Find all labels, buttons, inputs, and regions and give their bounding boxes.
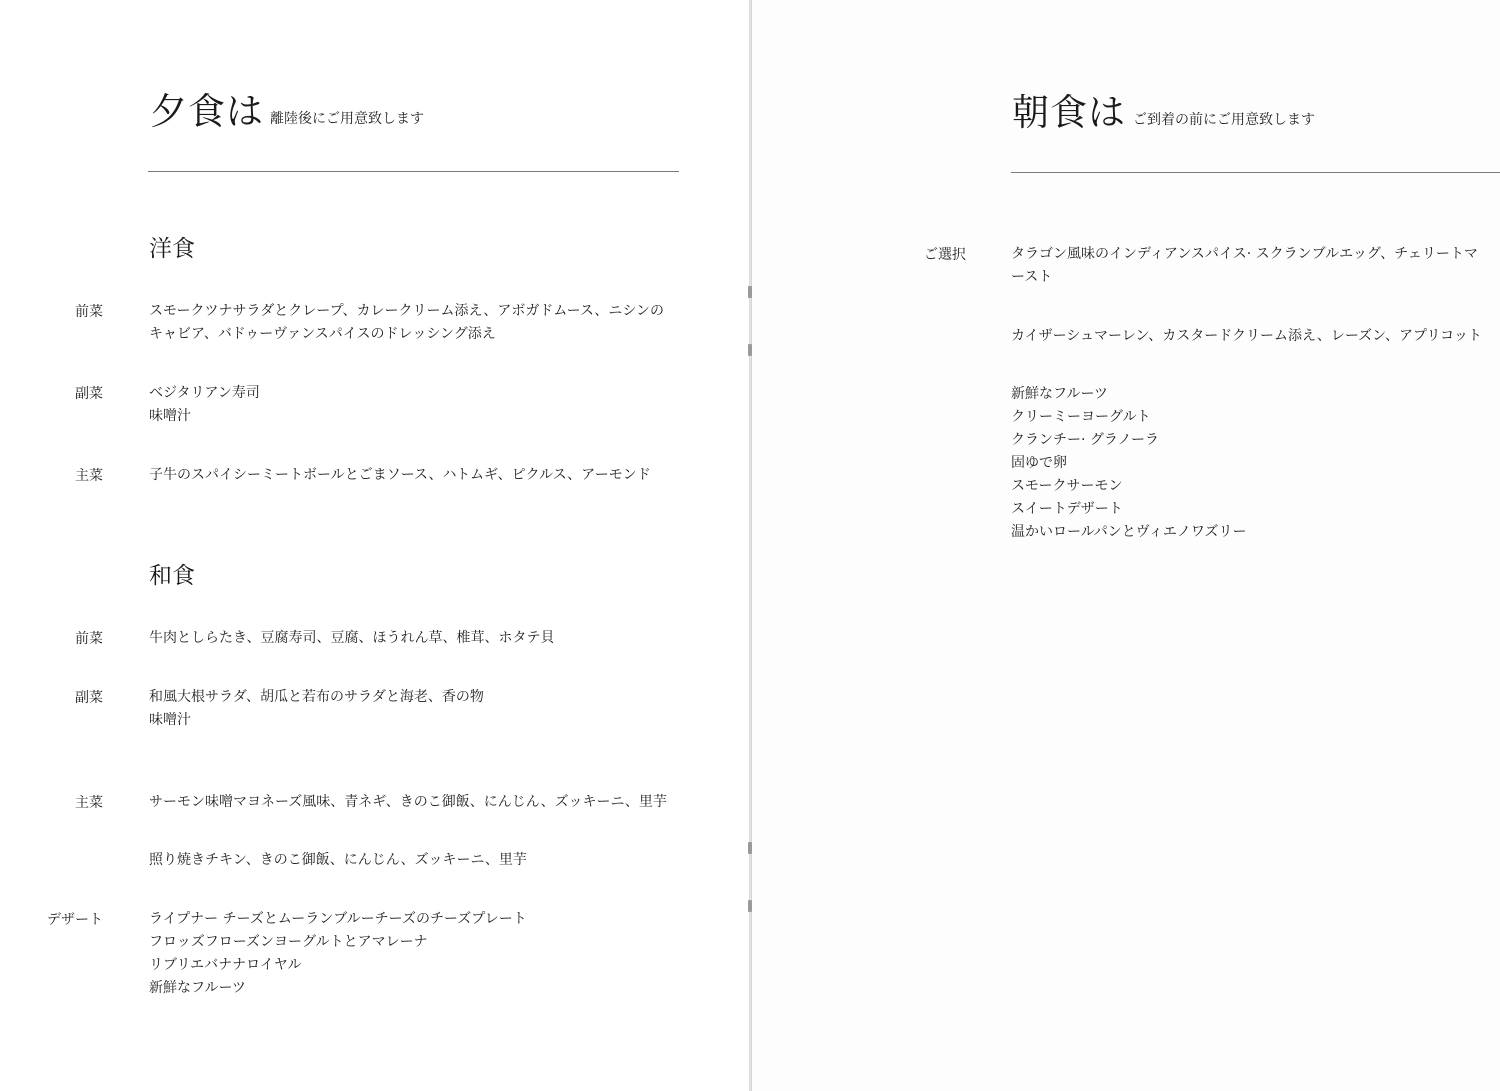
western-side-line: 味噌汁 (149, 408, 191, 424)
japanese-side-text (149, 686, 484, 732)
japanese-main-alt-line: 照り焼きチキン、きのこ御飯、にんじん、ズッキーニ、里芋 (149, 852, 527, 868)
western-appetizer-text (149, 300, 664, 346)
breakfast-item: 新鮮なフルーツ (1011, 386, 1108, 402)
western-section-title: 洋食 (149, 236, 195, 262)
japanese-side-line: 和風大根サラダ、胡瓜と若布のサラダと海老、香の物 (149, 689, 484, 705)
japanese-appetizer-text (149, 627, 554, 650)
western-side-line: ベジタリアン寿司 (149, 385, 260, 401)
western-appetizer-line: キャビア、バドゥーヴァンスパイスのドレッシング添え (149, 326, 496, 342)
dessert-line: フロッズフローズンヨーグルトとアマレーナ (149, 934, 428, 950)
breakfast-divider (1011, 172, 1500, 173)
western-appetizer-label: 前菜 (75, 304, 103, 320)
breakfast-subtitle: ご到着の前にご用意致します (1133, 112, 1315, 128)
japanese-main-alt-text (149, 849, 527, 872)
japanese-main-label: 主菜 (75, 795, 103, 811)
western-appetizer-line: スモークツナサラダとクレープ、カレークリーム添え、アボガドムース、ニシンの (149, 303, 664, 319)
breakfast-choice1-line: タラゴン風味のインディアンスパイス· スクランブルエッグ、チェリートマ (1011, 246, 1478, 262)
dinner-title: 夕食は (150, 90, 264, 133)
western-main-label: 主菜 (75, 468, 103, 484)
breakfast-choice2-line: カイザーシュマーレン、カスタードクリーム添え、レーズン、アプリコット (1011, 328, 1482, 344)
japanese-section-title: 和食 (149, 563, 195, 589)
dinner-subtitle: 離陸後にご用意致します (270, 111, 424, 127)
japanese-main-text (149, 791, 667, 814)
breakfast-items-list (1011, 383, 1246, 544)
western-side-text (149, 382, 260, 428)
japanese-main-line: サーモン味噌マヨネーズ風味、青ネギ、きのこ御飯、にんじん、ズッキーニ、里芋 (149, 794, 667, 810)
dessert-label: デザート (47, 912, 103, 928)
breakfast-menu-page (752, 0, 1500, 1091)
dessert-line: リブリエバナナロイヤル (149, 957, 302, 973)
dessert-text (149, 908, 527, 1000)
japanese-appetizer-line: 牛肉としらたき、豆腐寿司、豆腐、ほうれん草、椎茸、ホタテ貝 (149, 630, 555, 646)
dinner-divider (148, 171, 679, 172)
western-main-line: 子牛のスパイシーミートボールとごまソース、ハトムギ、ピクルス、アーモンド (149, 467, 651, 483)
japanese-appetizer-label: 前菜 (75, 631, 103, 647)
breakfast-title: 朝食は (1012, 91, 1126, 134)
breakfast-choice1-line: ースト (1011, 269, 1053, 285)
western-side-label: 副菜 (75, 386, 103, 402)
breakfast-item: 温かいロールパンとヴィエノワズリー (1011, 524, 1247, 540)
breakfast-item: スモークサーモン (1011, 478, 1123, 494)
western-main-text (149, 464, 651, 487)
breakfast-choice1-text (1011, 243, 1478, 289)
breakfast-choice2-text (1011, 325, 1482, 348)
dessert-line: ライプナー チーズとムーランブルーチーズのチーズプレート (149, 911, 527, 927)
breakfast-item: クランチー· グラノーラ (1011, 432, 1160, 448)
breakfast-item: 固ゆで卵 (1011, 455, 1067, 471)
breakfast-item: クリーミーヨーグルト (1011, 409, 1151, 425)
breakfast-choice-label: ご選択 (924, 247, 966, 263)
dessert-line: 新鮮なフルーツ (149, 980, 246, 996)
breakfast-item: スイートデザート (1011, 501, 1123, 517)
japanese-side-line: 味噌汁 (149, 712, 191, 728)
japanese-side-label: 副菜 (75, 690, 103, 706)
